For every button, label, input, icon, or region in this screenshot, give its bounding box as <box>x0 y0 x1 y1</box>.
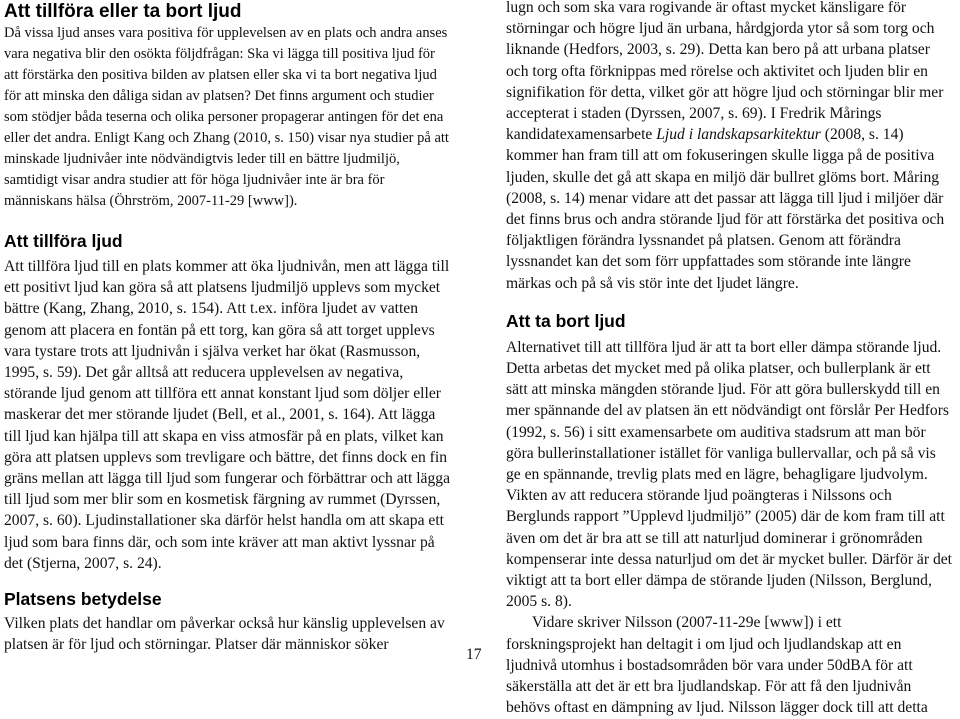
left-column <box>4 0 450 655</box>
remove-sound-paragraph-2: Vidare skriver Nilsson (2007-11-29e [www]) i ett forskningsprojekt han deltagit i om ljud och ljudlandskap att en ljudnivå utomhus i bostadsområden bör vara under 50dBA för att säkerställa att det är ett bra ljudlandskap. För att få den ljudnivån behövs oftast en dämpning av ljud. Nilsson lägger dock till att detta <box>506 614 928 717</box>
intro-paragraph: Då vissa ljud anses vara positiva för upplevelsen av en plats och andra anses vara negativa blir den osökta följdfrågan: Ska vi lägga till positiva ljud för att förstärka den positiva bilden av platsen eller ska vi ta bort negativa ljud för att minska den dåliga sidan av platsen? Det finns argument och studier som stödjer båda teserna och olika personer propagerar antingen för det ena eller det andra. Enligt Kang och Zhang (2010, s. 150) visar nya studier på att minskade ljudnivåer inte nödvändigtvis leder till en bättre ljudmiljö, samtidigt visar andra studier att för höga ljudnivåer inte är bra för människans hälsa (Öhrström, 2007-11-29 [www]). <box>4 25 449 209</box>
section-heading-add-or-remove: Att tillföra eller ta bort ljud <box>4 1 242 22</box>
continued-paragraph <box>506 0 952 294</box>
right-column <box>506 0 952 719</box>
thesis-title: Ljud i landskapsarkitektur <box>656 126 821 144</box>
continued-text-start: lugn och som ska vara rogivande är oftast mycket känsligare för störningar och högre ljud än urbana, hårdgjorda ytor så som torg och liknande (Hedfors, 2003, s. 29). Detta kan bero på att urbana platser och torg ofta förknippas med rörelse och aktivitet och ljuden blir en signifikation för detta, vilket gör att högre ljud och störningar blir mer accepterat i staden (Dyrssen, 2007, s. 69). I Fredrik Mårings kandidatexamensarbete <box>506 0 944 144</box>
subheading-place-significance: Platsens betydelse <box>4 589 162 610</box>
subheading-remove-sound: Att ta bort ljud <box>506 310 626 331</box>
continued-text-end: (2008, s. 14) kommer han fram till att om fokuseringen skulle ligga på de positiva ljuden, skulle det gå att skapa en miljö där bullret glöms bort. Måring (2008, s. 14) menar vidare att det passar att lägga till ljud i miljöer där det finns brus och andra störande ljud för att förstärka det positiva och följaktligen förändra lyssnandet på platsen. Genom att förändra lyssnandet kan det som förr uppfattades som störande inte längre märkas och på så vis stör inte det ljudet längre. <box>506 126 945 292</box>
place-significance-paragraph: Vilken plats det handlar om påverkar också hur känslig upplevelsen av platsen är för ljud och störningar. Platser där människor söker <box>4 615 445 654</box>
add-sound-paragraph: Att tillföra ljud till en plats kommer att öka ljudnivån, men att lägga till ett positivt ljud kan göra så att platsens ljudmiljö upplevs som mycket bättre (Kang, Zhang, 2010, s. 154). Att t.ex. införa ljudet av vatten genom att placera en fontän på ett torg, kan göra så att torget upplevs vara tystare trots att ljudnivån i själva verket har ökat (Rasmusson, 1995, s. 59). Det går alltså att reducera upplevelsen av negativa, störande ljud genom att tillföra ett annat konstant ljud som döljer eller maskerar det mer störande ljudet (Bell, et al., 2001, s. 164). Att lägga till ljud kan hjälpa till att skapa en viss atmosfär på en plats, vilket kan göra att platsen upplevs som trevligare och bättre, det finns dock en fin gräns mellan att lägga till ljud som fungerar och förbättrar och att lägga till ljud som mer blir som en kosmetisk färgning av rummet (Dyrssen, 2007, s. 60). Ljudinstallationer ska därför helst handla om att skapa ett ljud som bara finns där, och som inte kräver att man aktivt lyssnar på det (Stjerna, 2007, s. 24). <box>4 258 450 572</box>
subheading-add-sound: Att tillföra ljud <box>4 231 123 251</box>
remove-sound-paragraph: Alternativet till att tillföra ljud är att ta bort eller dämpa störande ljud. Detta arbetas det mycket med på olika platser, och bullerplank är ett sätt att minska mängden störande ljud. För att göra bullerskydd till en mer spännande del av platsen än ett nödvändigt ont förslår Per Hedfors (1992, s. 56) i sitt examensarbete om auditiva stadsrum att man bör göra bullerinstallationer istället för vanliga bullervallar, och på så vis ge en spännande, trevlig plats med en lägre, behagligare ljudvolym. Vikten av att reducera störande ljud poängteras i Nilssons och Berglunds rapport ”Upplevd ljudmiljö” (2005) där de kom fram till att även om det är bra att se till att naturljud dominerar i grönområden kompenserar inte dessa naturljud om det är mycket buller. Därför är det viktigt att ta bort eller dämpa de störande ljuden (Nilsson, Berglund, 2005 s. 8). <box>506 338 952 611</box>
page-number: 17 <box>466 646 482 663</box>
